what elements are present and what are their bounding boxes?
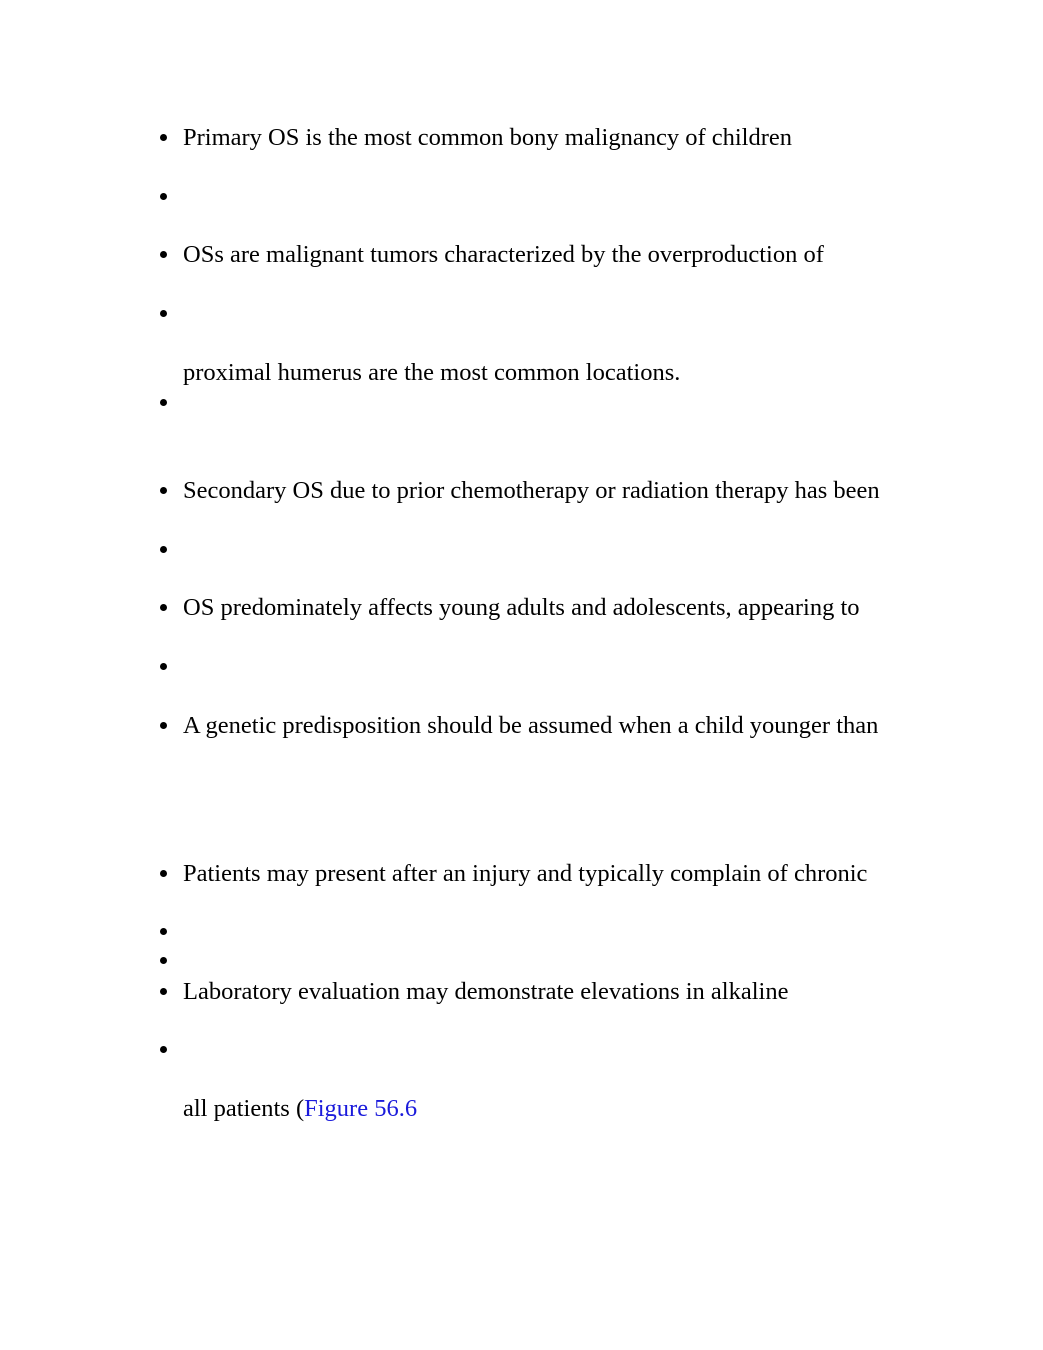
paragraph-prefix: all patients ( [183,1095,305,1122]
bullet-icon [156,535,170,565]
bullet-icon [156,299,170,329]
bullet-icon [156,946,170,976]
list-item-text: Patients may present after an injury and typically complain of chronic [183,860,868,887]
bullet-icon [156,652,170,682]
bullet-icon [156,182,170,212]
bullet-icon [156,977,170,1007]
bullet-icon [156,859,170,889]
list-item-text: Laboratory evaluation may demonstrate elevations in alkaline [183,978,789,1005]
bullet-icon [156,123,170,153]
list-item-text: Primary OS is the most common bony malignancy of children [183,124,793,151]
list-item-text: Secondary OS due to prior chemotherapy or radiation therapy has been [183,477,880,504]
list-item-text: OS predominately affects young adults and adolescents, appearing to [183,594,860,621]
bullet-icon [156,1035,170,1065]
bullet-icon [156,593,170,623]
bullet-icon [156,388,170,418]
list-item-text: A genetic predisposition should be assumed when a child younger than [183,712,879,739]
bullet-icon [156,476,170,506]
paragraph-text: proximal humerus are the most common locations. [183,359,681,386]
bullet-icon [156,240,170,270]
bullet-icon [156,917,170,947]
bullet-icon [156,711,170,741]
paragraph-text [183,1094,417,1124]
list-item-text: OSs are malignant tumors characterized by the overproduction of [183,241,824,268]
figure-link[interactable]: Figure 56.6 [304,1095,418,1122]
